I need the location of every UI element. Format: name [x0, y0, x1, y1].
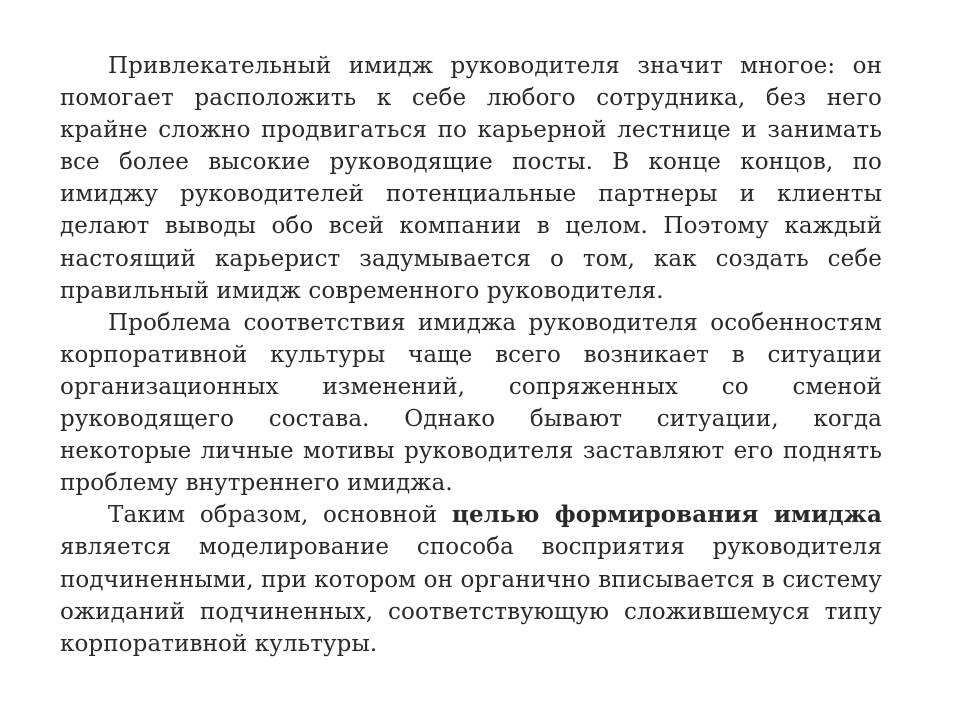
paragraph-2: Проблема соответствия имиджа руководителя особенностям корпоративной культуры чаще всего возникает в ситуации организационных изменений, сопряженных со сменой руководящего состава. Однако бывают ситуации, когда некоторые личные мотивы руководителя заставляют его поднять проблему внутреннего имиджа. — [60, 309, 882, 497]
paragraph-3 — [60, 499, 882, 659]
highlighted-term: целью формирования имиджа — [451, 501, 882, 529]
paragraph-1: Привлекательный имидж руководителя значит многое: он помогает расположить к себе любого сотрудника, без него крайне сложно продвигаться по карьерной лестнице и занимать все более высокие руководящие посты. В конце концов, по имиджу руководителей потенциальные партнеры и клиенты делают выводы обо всей компании в целом. Поэтому каждый настоящий карьерист задумывается о том, как создать себе правильный имидж современного руководителя. — [60, 53, 882, 304]
paragraph-3-lead: Таким образом, основной — [108, 502, 452, 529]
paragraph-3-rest: является моделирование способа восприятия руководителя подчиненными, при котором он органично вписывается в систему ожиданий подчиненных, соответствующую сложившемуся типу корпоративной культуры. — [60, 534, 882, 657]
text-body — [60, 50, 882, 660]
